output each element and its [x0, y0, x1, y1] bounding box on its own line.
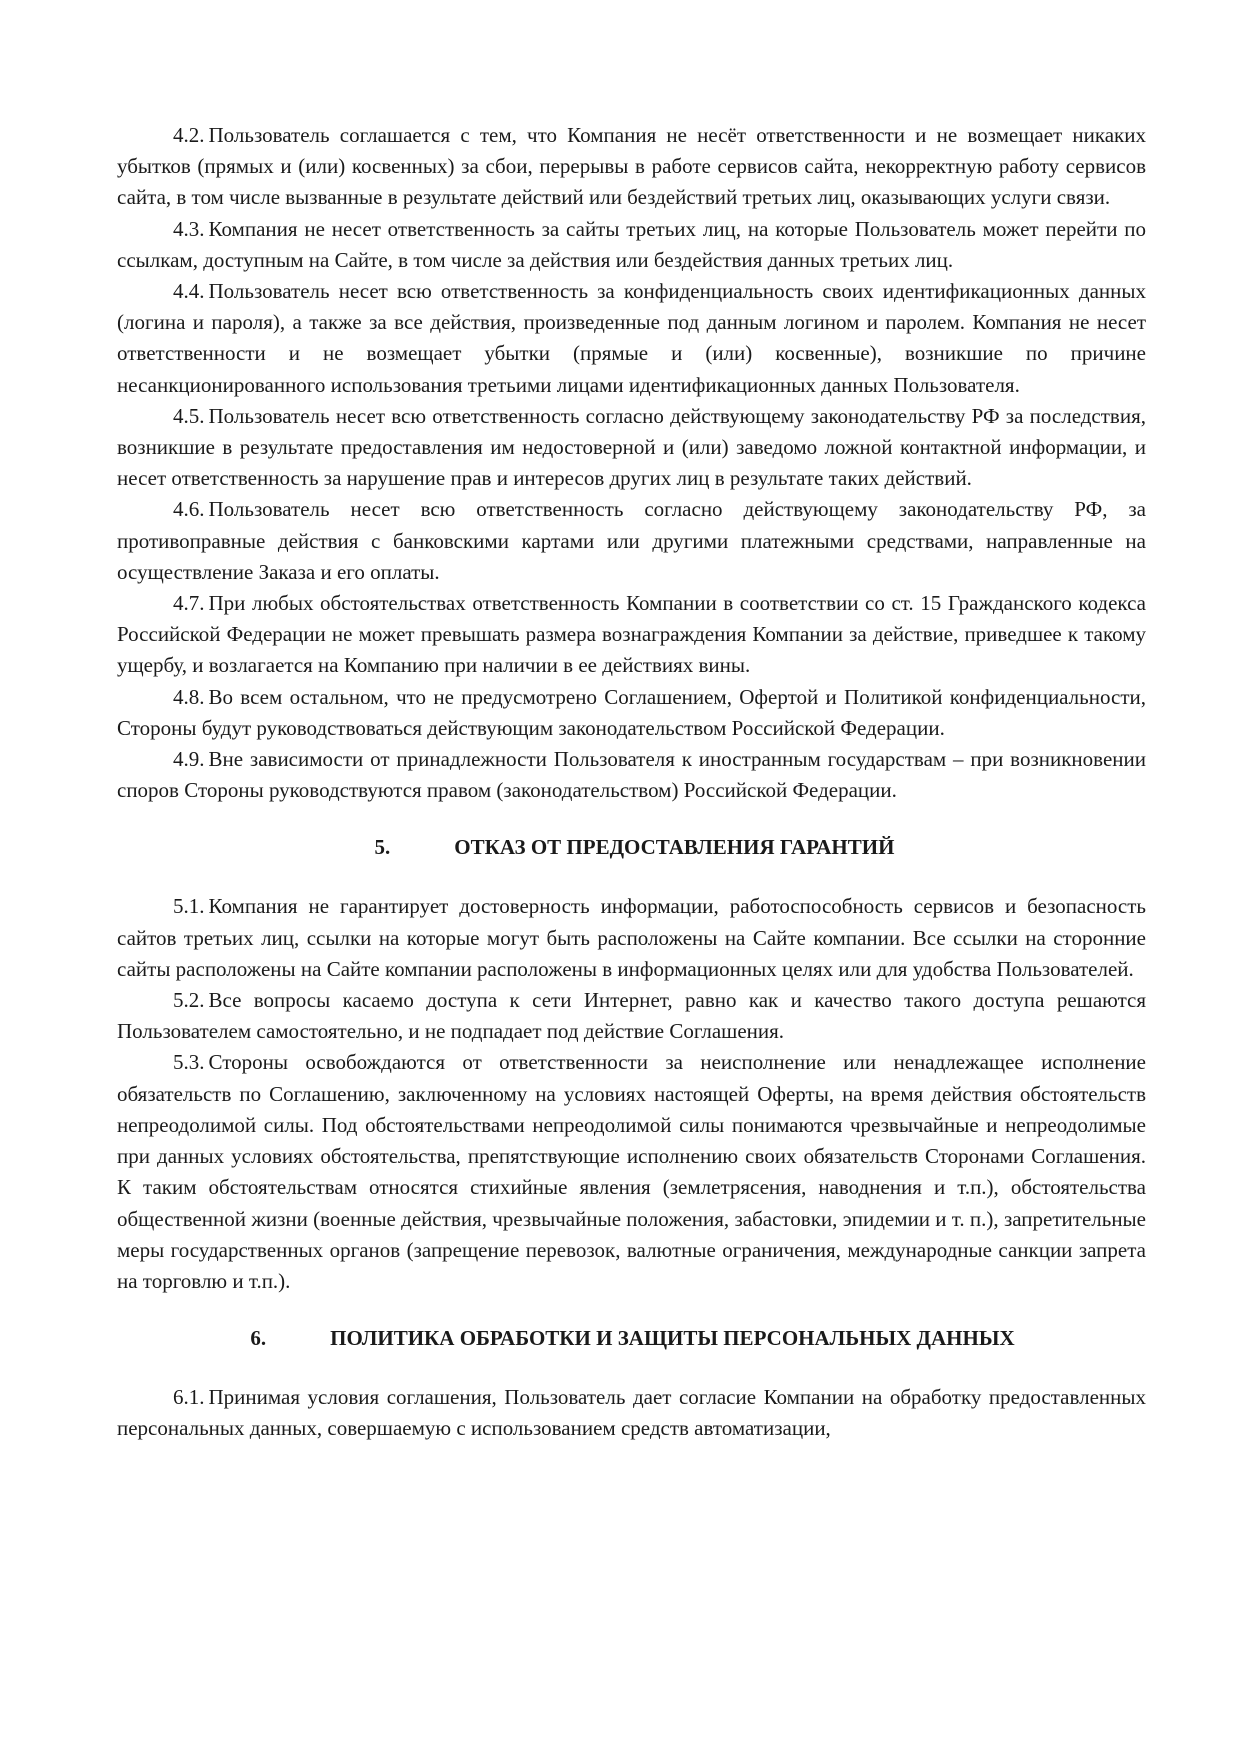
paragraph-text: Пользователь несет всю ответственность согласно действующему законодательству РФ, за противоправные действия с банковскими картами или другими платежными средствами, направленные на осуществление Заказа и его оплаты.	[117, 497, 1146, 584]
paragraph-text: Вне зависимости от принадлежности Пользователя к иностранным государствам – при возникновении споров Стороны руководствуются правом (законодательством) Российской Федерации.	[117, 747, 1146, 803]
paragraph-5-2	[117, 985, 1146, 1047]
section-6-body	[117, 1382, 1146, 1444]
paragraph-text: Все вопросы касаемо доступа к сети Интернет, равно как и качество такого доступа решаются Пользователем самостоятельно, и не подпадает под действие Соглашения.	[117, 988, 1146, 1044]
paragraph-number: 4.3.	[173, 216, 205, 241]
section-number: 5.	[374, 835, 391, 860]
paragraph-4-7	[117, 588, 1146, 682]
paragraph-number: 5.1.	[173, 894, 205, 919]
paragraph-number: 4.2.	[173, 123, 205, 147]
paragraph-text: При любых обстоятельствах ответственность Компании в соответствии со ст. 15 Гражданского кодекса Российской Федерации не может превышать размера вознаграждения Компании за действие, приведшее к такому ущербу, и возлагается на Компанию при наличии в ее действиях вины.	[117, 591, 1146, 678]
section-5-body	[117, 891, 1146, 1297]
section-number: 6.	[250, 1326, 267, 1351]
paragraph-number: 4.5.	[173, 403, 205, 428]
paragraph-number: 4.7.	[173, 591, 205, 616]
paragraph-6-1	[117, 1382, 1146, 1444]
paragraph-4-6	[117, 494, 1146, 588]
paragraph-number: 4.9.	[173, 747, 205, 772]
paragraph-number: 4.6.	[173, 497, 205, 522]
paragraph-number: 4.8.	[173, 684, 205, 709]
paragraph-number: 5.3.	[173, 1050, 205, 1075]
paragraph-4-2	[117, 120, 1146, 214]
paragraph-5-3	[117, 1047, 1146, 1297]
paragraph-text: Стороны освобождаются от ответственности за неисполнение или ненадлежащее исполнение обязательств по Соглашению, заключенному на условиях настоящей Оферты, на время действия обстоятельств непреодолимой силы. Под обстоятельствами непреодолимой силы понимаются чрезвычайные и непреодолимые при данных условиях обстоятельства, препятствующие исполнению своих обязательств Сторонами Соглашения. К таким обстоятельствам относятся стихийные явления (землетрясения, наводнения и т.п.), обстоятельства общественной жизни (военные действия, чрезвычайные положения, забастовки, эпидемии и т. п.), запретительные меры государственных органов (запрещение перевозок, валютные ограничения, международные санкции запрета на торговлю и т.п.).	[117, 1050, 1146, 1293]
paragraph-text: Пользователь соглашается с тем, что Компания не несёт ответственности и не возмещает никаких убытков (прямых и (или) косвенных) за сбои, перерывы в работе сервисов сайта, некорректную работу сервисов сайта, в том числе вызванные в результате действий или бездействий третьих лиц, оказывающих услуги связи.	[117, 123, 1146, 210]
paragraph-number: 6.1.	[173, 1385, 205, 1410]
paragraph-4-3	[117, 214, 1146, 276]
paragraph-4-9	[117, 744, 1146, 806]
paragraph-text: Компания не гарантирует достоверность информации, работоспособность сервисов и безопасность сайтов третьих лиц, ссылки на которые могут быть расположены на Сайте компании. Все ссылки на сторонние сайты расположены на Сайте компании расположены в информационных целях или для удобства Пользователей.	[117, 894, 1146, 981]
paragraph-text: Пользователь несет всю ответственность за конфиденциальность своих идентификационных данных (логина и пароля), а также за все действия, произведенные под данным логином и паролем. Компания не несет ответственности и не возмещает убытки (прямые и (или) косвенные), возникшие по причине несанкционированного использования третьими лицами идентификационных данных Пользователя.	[117, 279, 1146, 397]
paragraph-4-5	[117, 401, 1146, 495]
paragraph-4-4	[117, 276, 1146, 401]
paragraph-number: 4.4.	[173, 279, 205, 304]
paragraph-4-8	[117, 682, 1146, 744]
paragraph-text: Компания не несет ответственность за сайты третьих лиц, на которые Пользователь может перейти по ссылкам, доступным на Сайте, в том числе за действия или бездействия данных третьих лиц.	[117, 216, 1146, 272]
paragraph-text: Пользователь несет всю ответственность согласно действующему законодательству РФ за последствия, возникшие в результате предоставления им недостоверной и (или) заведомо ложной контактной информации, и несет ответственность за нарушение прав и интересов других лиц в результате таких действий.	[117, 403, 1146, 491]
paragraph-text: Принимая условия соглашения, Пользователь дает согласие Компании на обработку предоставленных персональных данных, совершаемую с использованием средств автоматизации,	[117, 1385, 1146, 1441]
paragraph-number: 5.2.	[173, 988, 205, 1013]
paragraph-5-1	[117, 891, 1146, 985]
section-5-heading	[117, 832, 1146, 863]
section-title: ПОЛИТИКА ОБРАБОТКИ И ЗАЩИТЫ ПЕРСОНАЛЬНЫХ ДАННЫХ	[330, 1326, 1015, 1351]
section-4-body	[117, 120, 1146, 806]
section-title: ОТКАЗ ОТ ПРЕДОСТАВЛЕНИЯ ГАРАНТИЙ	[454, 835, 895, 860]
section-6-heading	[117, 1323, 1146, 1354]
paragraph-text: Во всем остальном, что не предусмотрено Соглашением, Офертой и Политикой конфиденциальности, Стороны будут руководствоваться действующим законодательством Российской Федерации.	[117, 684, 1146, 740]
